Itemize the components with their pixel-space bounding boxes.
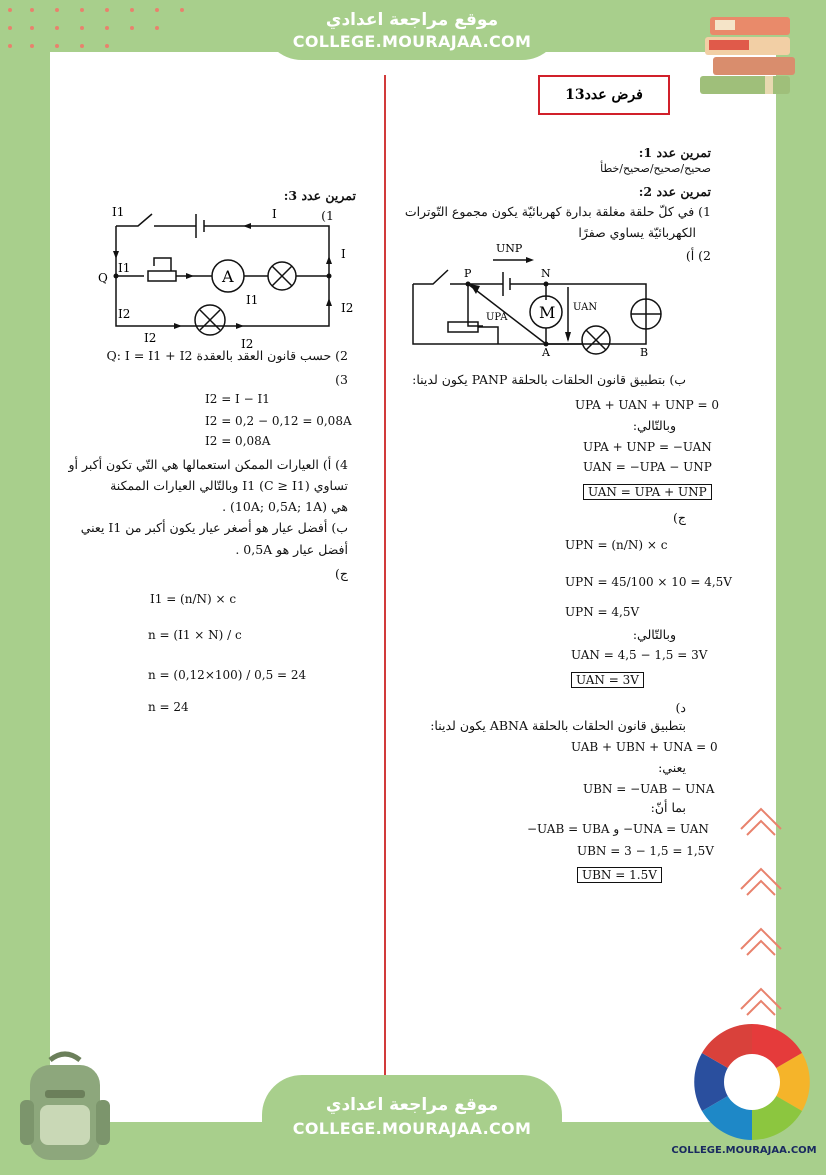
- chevron-up-icon: [737, 795, 785, 843]
- label-a: A: [222, 267, 234, 286]
- eq-9-boxed: UAN = 3V: [571, 672, 644, 688]
- left-eq-6: n = (0,12×100) / 0,5 = 24: [148, 668, 307, 682]
- site-name-english: COLLEGE.MOURAJAA.COM: [292, 32, 532, 51]
- label-m: M: [539, 303, 556, 322]
- eq-13: UBN = 3 − 1,5 = 1,5V: [577, 844, 714, 858]
- books-icon: [695, 12, 805, 97]
- eq-4-boxed: UAN = UPA + UNP: [583, 484, 712, 500]
- column-divider: [384, 75, 386, 1075]
- ex3-q1: 1): [321, 208, 334, 223]
- left-eq-1: I2 = I − I1: [205, 392, 270, 406]
- eq-1: UPA + UAN + UNP = 0: [575, 398, 720, 412]
- therefore-1: وبالتّالي:: [632, 418, 676, 433]
- part-d-intro: بتطبيق قانون الحلقات بالحلقة ABNA يكون لدينا:: [430, 718, 686, 733]
- label-p: P: [464, 267, 472, 280]
- chevron-up-icon: [737, 975, 785, 1023]
- ex2-q1-line2: الكهربائيّة يساوي صفرًا: [578, 225, 696, 240]
- site-logo: [690, 1020, 815, 1160]
- eq-2: UPA + UNP = −UAN: [583, 440, 712, 454]
- ex2-q1-line1: 1) في كلّ حلقة مغلقة بدارة كهربائيّة يكون مجموع التّوترات: [404, 204, 711, 219]
- backpack-icon: [15, 1050, 115, 1165]
- circuit-diagram-ex2: [408, 232, 698, 362]
- eq-14-boxed: UBN = 1.5V: [577, 867, 662, 883]
- eq-3: UAN = −UPA − UNP: [583, 460, 712, 474]
- footer-site-name-english: COLLEGE.MOURAJAA.COM: [292, 1119, 532, 1138]
- label-upa: UPA: [486, 312, 508, 323]
- ex2-q2: 2) أ): [685, 248, 711, 263]
- label-i2-left: I2: [118, 307, 131, 321]
- label-n: N: [541, 267, 551, 280]
- label-uan: UAN: [573, 302, 598, 313]
- ex3-q4-line3: هي (10A; 0,5A; 1A) .: [222, 499, 348, 514]
- eq-8: UAN = 4,5 − 1,5 = 3V: [571, 648, 708, 662]
- label-unp: UNP: [496, 242, 523, 255]
- label-b: B: [640, 346, 649, 359]
- left-eq-3: I2 = 0,08A: [205, 434, 271, 448]
- ex3-q3: 3): [335, 372, 348, 387]
- ex3-q4-line2: تساوي I1 (C ≥ I1) وبالتّالي العيارات الممكنة: [110, 478, 348, 493]
- ex3-q4-c: ج): [335, 566, 348, 581]
- label-i1-low: I1: [246, 293, 259, 307]
- left-eq-5: n = (I1 × N) / c: [148, 628, 242, 642]
- meaning-label: يعني:: [658, 760, 686, 775]
- label-i2-bottom-1: I2: [144, 331, 157, 345]
- label-i-right: I: [341, 247, 346, 261]
- therefore-2: وبالتّالي:: [632, 627, 676, 642]
- ex3-q2: 2) حسب قانون العقد بالعقدة Q: I = I1 + I2: [106, 348, 348, 363]
- label-q: Q: [98, 271, 108, 285]
- part-b-intro: ب) بتطبيق قانون الحلقات بالحلقة PANP يكون لدينا:: [412, 372, 686, 387]
- exercise-2-title: تمرين عدد 2:: [638, 184, 711, 199]
- exercise-3-title: تمرين عدد 3:: [283, 188, 356, 203]
- exercise-1-title: تمرين عدد 1:: [638, 145, 711, 160]
- eq-6: UPN = 45/100 × 10 = 4,5V: [565, 575, 732, 589]
- ex3-q4-line4: ب) أفضل عيار هو أصغر عيار يكون أكبر من I1 يعني: [80, 520, 348, 535]
- ex3-q4-line5: أفضل عيار هو 0,5A .: [235, 542, 348, 557]
- eq-12: −UAB = UBA و −UNA = UAN: [527, 822, 709, 836]
- label-i-top: I: [272, 207, 277, 221]
- label-i2-right: I2: [341, 301, 354, 315]
- label-i1-top: I1: [112, 205, 125, 219]
- eq-5: UPN = (n/N) × c: [565, 538, 668, 552]
- left-eq-7: n = 24: [148, 700, 189, 714]
- footer-site-name-arabic: موقع مراجعة اعدادي: [325, 1095, 499, 1115]
- part-c-label: ج): [673, 510, 686, 525]
- eq-11: UBN = −UAB − UNA: [583, 782, 715, 796]
- eq-10: UAB + UBN + UNA = 0: [571, 740, 718, 754]
- chevron-up-icon: [737, 855, 785, 903]
- exercise-1-answer: صحيح/صحيح/صحيح/خطأ: [600, 162, 711, 175]
- part-d-label: د): [675, 700, 686, 715]
- label-i1-mid: I1: [118, 261, 131, 275]
- site-footer-tab[interactable]: [262, 1075, 562, 1175]
- circuit-diagram-ex3: [96, 196, 356, 356]
- ex3-q4-line1: 4) أ) العيارات الممكن استعمالها هي التّي تكون أكبر أو: [68, 457, 348, 472]
- label-i2-bottom-2: I2: [241, 337, 254, 351]
- eq-7: UPN = 4,5V: [565, 605, 640, 619]
- chevron-up-icon: [737, 915, 785, 963]
- document-title: فرض عدد13: [538, 75, 670, 115]
- site-header-tab[interactable]: [262, 0, 562, 60]
- logo-caption: COLLEGE.MOURAJAA.COM: [671, 1145, 817, 1156]
- site-name-arabic: موقع مراجعة اعدادي: [325, 10, 499, 30]
- since-label: بما أنّ:: [650, 800, 686, 815]
- label-a: A: [542, 346, 550, 359]
- left-eq-4: I1 = (n/N) × c: [150, 592, 237, 606]
- left-eq-2: I2 = 0,2 − 0,12 = 0,08A: [205, 414, 352, 428]
